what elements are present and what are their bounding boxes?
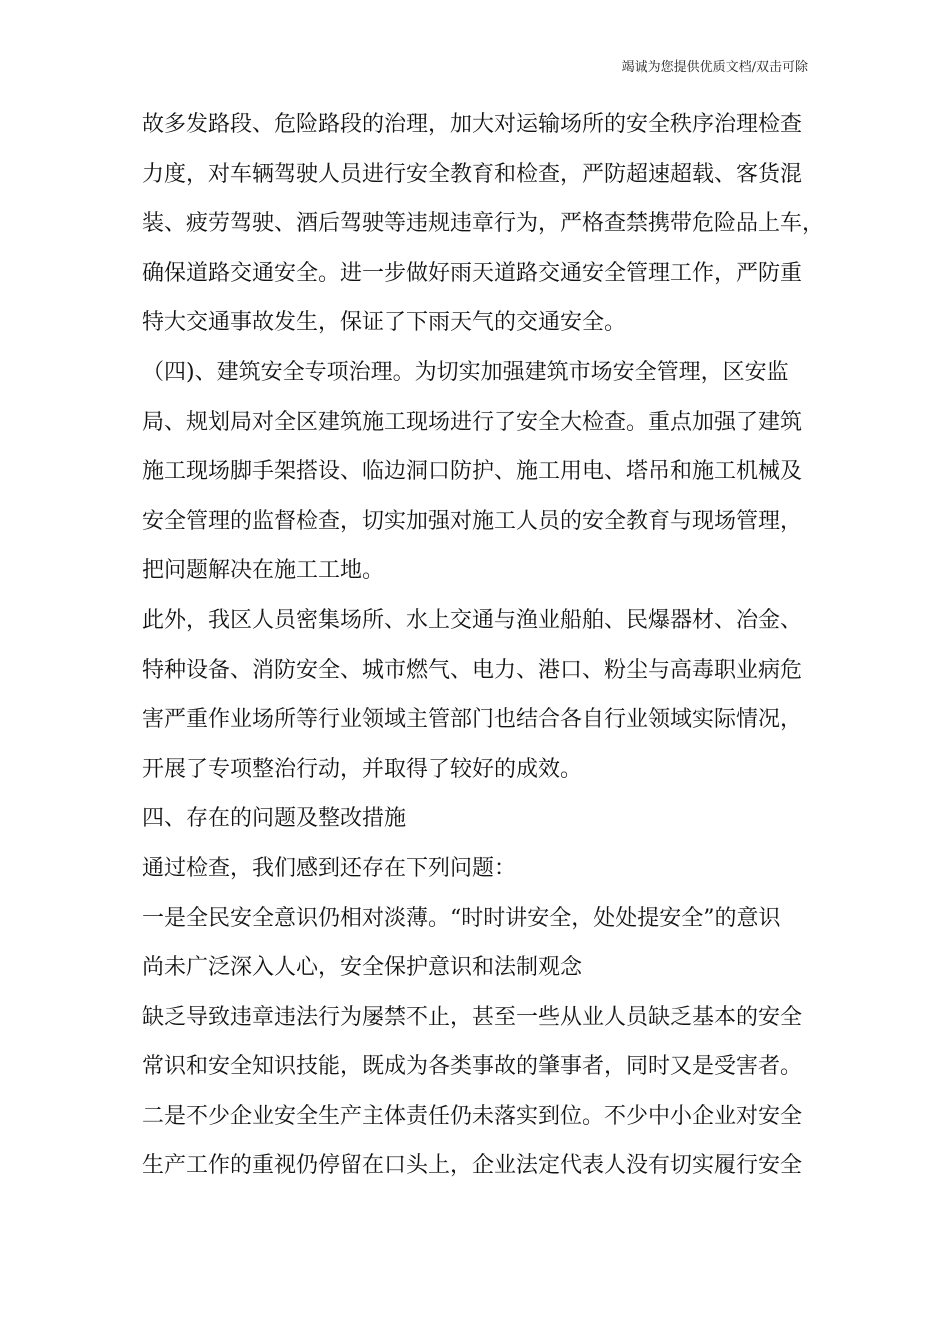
text-line: 特种设备、消防安全、城市燃气、电力、港口、粉尘与高毒职业病危	[142, 657, 803, 683]
text-line: 特大交通事故发生，保证了下雨天气的交通安全。	[142, 310, 627, 336]
text-line: 此外，我区人员密集场所、水上交通与渔业船舶、民爆器材、冶金、	[142, 607, 803, 633]
text-line: 故多发路段、危险路段的治理，加大对运输场所的安全秩序治理检查	[142, 112, 803, 137]
header-note: 竭诚为您提供优质文档/双击可除	[621, 60, 808, 75]
text-line: 缺乏导致违章违法行为屡禁不止，甚至一些从业人员缺乏基本的安全	[142, 1004, 803, 1030]
text-line: 生产工作的重视仍停留在口头上，企业法定代表人没有切实履行安全	[142, 1153, 803, 1179]
text-line: 力度，对车辆驾驶人员进行安全教育和检查，严防超速超载、客货混	[142, 161, 803, 187]
text-line: （四)、建筑安全专项治理。为切实加强建筑市场安全管理，区安监	[142, 359, 789, 385]
text-line: 一是全民安全意识仍相对淡薄。“时时讲安全，处处提安全”的意识	[142, 905, 781, 931]
text-line: 二是不少企业安全生产主体责任仍未落实到位。不少中小企业对安全	[142, 1103, 803, 1129]
text-line: 害严重作业场所等行业领域主管部门也结合各自行业领域实际情况，	[142, 707, 803, 733]
text-line: 尚未广泛深入人心，安全保护意识和法制观念	[142, 955, 583, 981]
document-body	[142, 100, 825, 1191]
text-line: 把问题解决在施工工地。	[142, 558, 385, 584]
text-line: 通过检查，我们感到还存在下列问题：	[142, 855, 517, 881]
text-line: 安全管理的监督检查，切实加强对施工人员的安全教育与现场管理，	[142, 508, 803, 534]
text-line: 施工现场脚手架搭设、临边洞口防护、施工用电、塔吊和施工机械及	[142, 459, 803, 485]
text-line: 开展了专项整治行动，并取得了较好的成效。	[142, 756, 583, 782]
text-line: 确保道路交通安全。进一步做好雨天道路交通安全管理工作，严防重	[142, 260, 803, 286]
text-line: 局、规划局对全区建筑施工现场进行了安全大检查。重点加强了建筑	[142, 409, 803, 435]
text-line: 装、疲劳驾驶、酒后驾驶等违规违章行为，严格查禁携带危险品上车，	[142, 211, 825, 237]
text-line: 常识和安全知识技能，既成为各类事故的肇事者，同时又是受害者。	[142, 1054, 803, 1080]
section-heading: 四、存在的问题及整改措施	[142, 806, 407, 832]
